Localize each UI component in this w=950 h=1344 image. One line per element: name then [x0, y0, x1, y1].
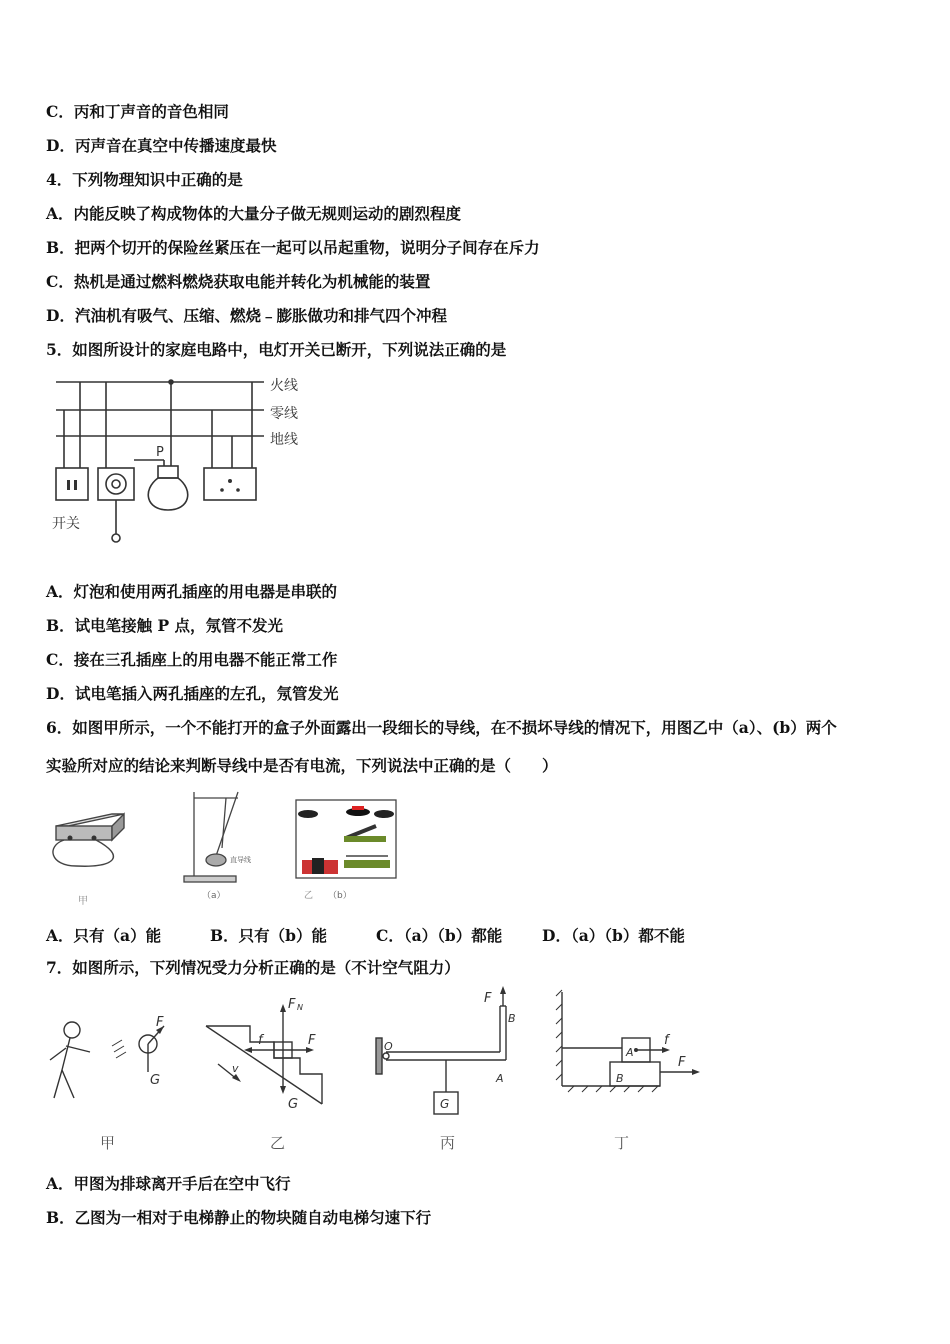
q4-stem: 4．下列物理知识中正确的是 [46, 170, 243, 189]
label-b: （b） [328, 891, 352, 901]
label-switch: 开关 [52, 516, 80, 532]
q7-option-a: A．甲图为排球离开手后在空中飞行 [46, 1174, 291, 1193]
q6-option-d: D．（a）（b）都不能 [542, 926, 685, 945]
fig7-bing-O: O [384, 1040, 393, 1053]
circuit-diagram [46, 370, 316, 550]
fig7-yi-G: G [288, 1097, 299, 1112]
q6-option-c: C．（a）（b）都能 [376, 926, 503, 945]
fig7-bing-G: G [440, 1097, 450, 1111]
label-a: （a） [202, 891, 226, 901]
q3-option-d: D．丙声音在真空中传播速度最快 [46, 136, 277, 155]
label-ground-wire: 地线 [270, 432, 298, 448]
q7-figures [40, 986, 720, 1156]
q7-option-b: B．乙图为一相对于电梯静止的物块随自动电梯匀速下行 [46, 1208, 432, 1227]
fig7-yi-f: f [258, 1033, 263, 1048]
fig7-jia-G: G [150, 1073, 161, 1088]
q6-stem-line1: 6．如图甲所示，一个不能打开的盒子外面露出一段细长的导线，在不损坏导线的情况下，用图乙中（a）、(b）两个 [46, 718, 837, 737]
label-fire-wire: 火线 [270, 378, 298, 394]
fig7-ding-A: A [626, 1046, 634, 1059]
q3-option-c: C．丙和丁声音的音色相同 [46, 102, 229, 121]
q4-option-c: C．热机是通过燃料燃烧获取电能并转化为机械能的装置 [46, 272, 431, 291]
q5-option-d: D．试电笔插入两孔插座的左孔，氖管发光 [46, 684, 339, 703]
q5-stem: 5．如图所设计的家庭电路中，电灯开关已断开，下列说法正确的是 [46, 340, 507, 359]
q7-stem: 7．如图所示，下列情况受力分析正确的是（不计空气阻力） [46, 958, 460, 977]
fig7-ding-F: F [678, 1055, 686, 1070]
q6-options [46, 924, 685, 946]
q5-option-b: B．试电笔接触 P 点，氖管不发光 [46, 616, 284, 635]
fig7-label-ding: 丁 [614, 1134, 630, 1152]
label-zero-wire: 零线 [270, 406, 298, 422]
fig7-yi-v: v [232, 1062, 239, 1075]
fig7-label-bing: 丙 [440, 1134, 456, 1152]
q6-option-b: B．只有（b）能 [210, 926, 327, 945]
fig7-yi-N: N [297, 1003, 303, 1012]
fig7-yi-F: F [308, 1033, 316, 1048]
fig7-label-jia: 甲 [100, 1134, 116, 1152]
q4-option-a: A．内能反映了构成物体的大量分子做无规则运动的剧烈程度 [46, 204, 462, 223]
label-jia: 甲 [78, 896, 88, 907]
fig7-ding-f: f [664, 1033, 669, 1048]
label-wire: 直导线 [230, 856, 251, 864]
label-p: P [156, 445, 164, 460]
fig7-bing-A: A [496, 1072, 504, 1085]
q4-option-b: B．把两个切开的保险丝紧压在一起可以吊起重物，说明分子间存在斥力 [46, 238, 540, 257]
q6-figures [46, 786, 406, 910]
q6-stem-line2: 实验所对应的结论来判断导线中是否有电流，下列说法中正确的是（ ） [46, 756, 558, 775]
label-yi: 乙 [304, 891, 314, 901]
q5-option-c: C．接在三孔插座上的用电器不能正常工作 [46, 650, 338, 669]
fig7-jia-F: F [156, 1015, 164, 1030]
fig7-ding-B: B [616, 1072, 624, 1085]
fig7-bing-B: B [508, 1012, 516, 1025]
fig7-bing-F: F [484, 991, 492, 1006]
q5-option-a: A．灯泡和使用两孔插座的用电器是串联的 [46, 582, 338, 601]
q6-option-a: A．只有（a）能 [46, 926, 162, 945]
fig7-yi-FN: F [288, 997, 296, 1012]
fig7-label-yi: 乙 [270, 1134, 286, 1152]
q4-option-d: D．汽油机有吸气、压缩、燃烧﹣膨胀做功和排气四个冲程 [46, 306, 447, 325]
